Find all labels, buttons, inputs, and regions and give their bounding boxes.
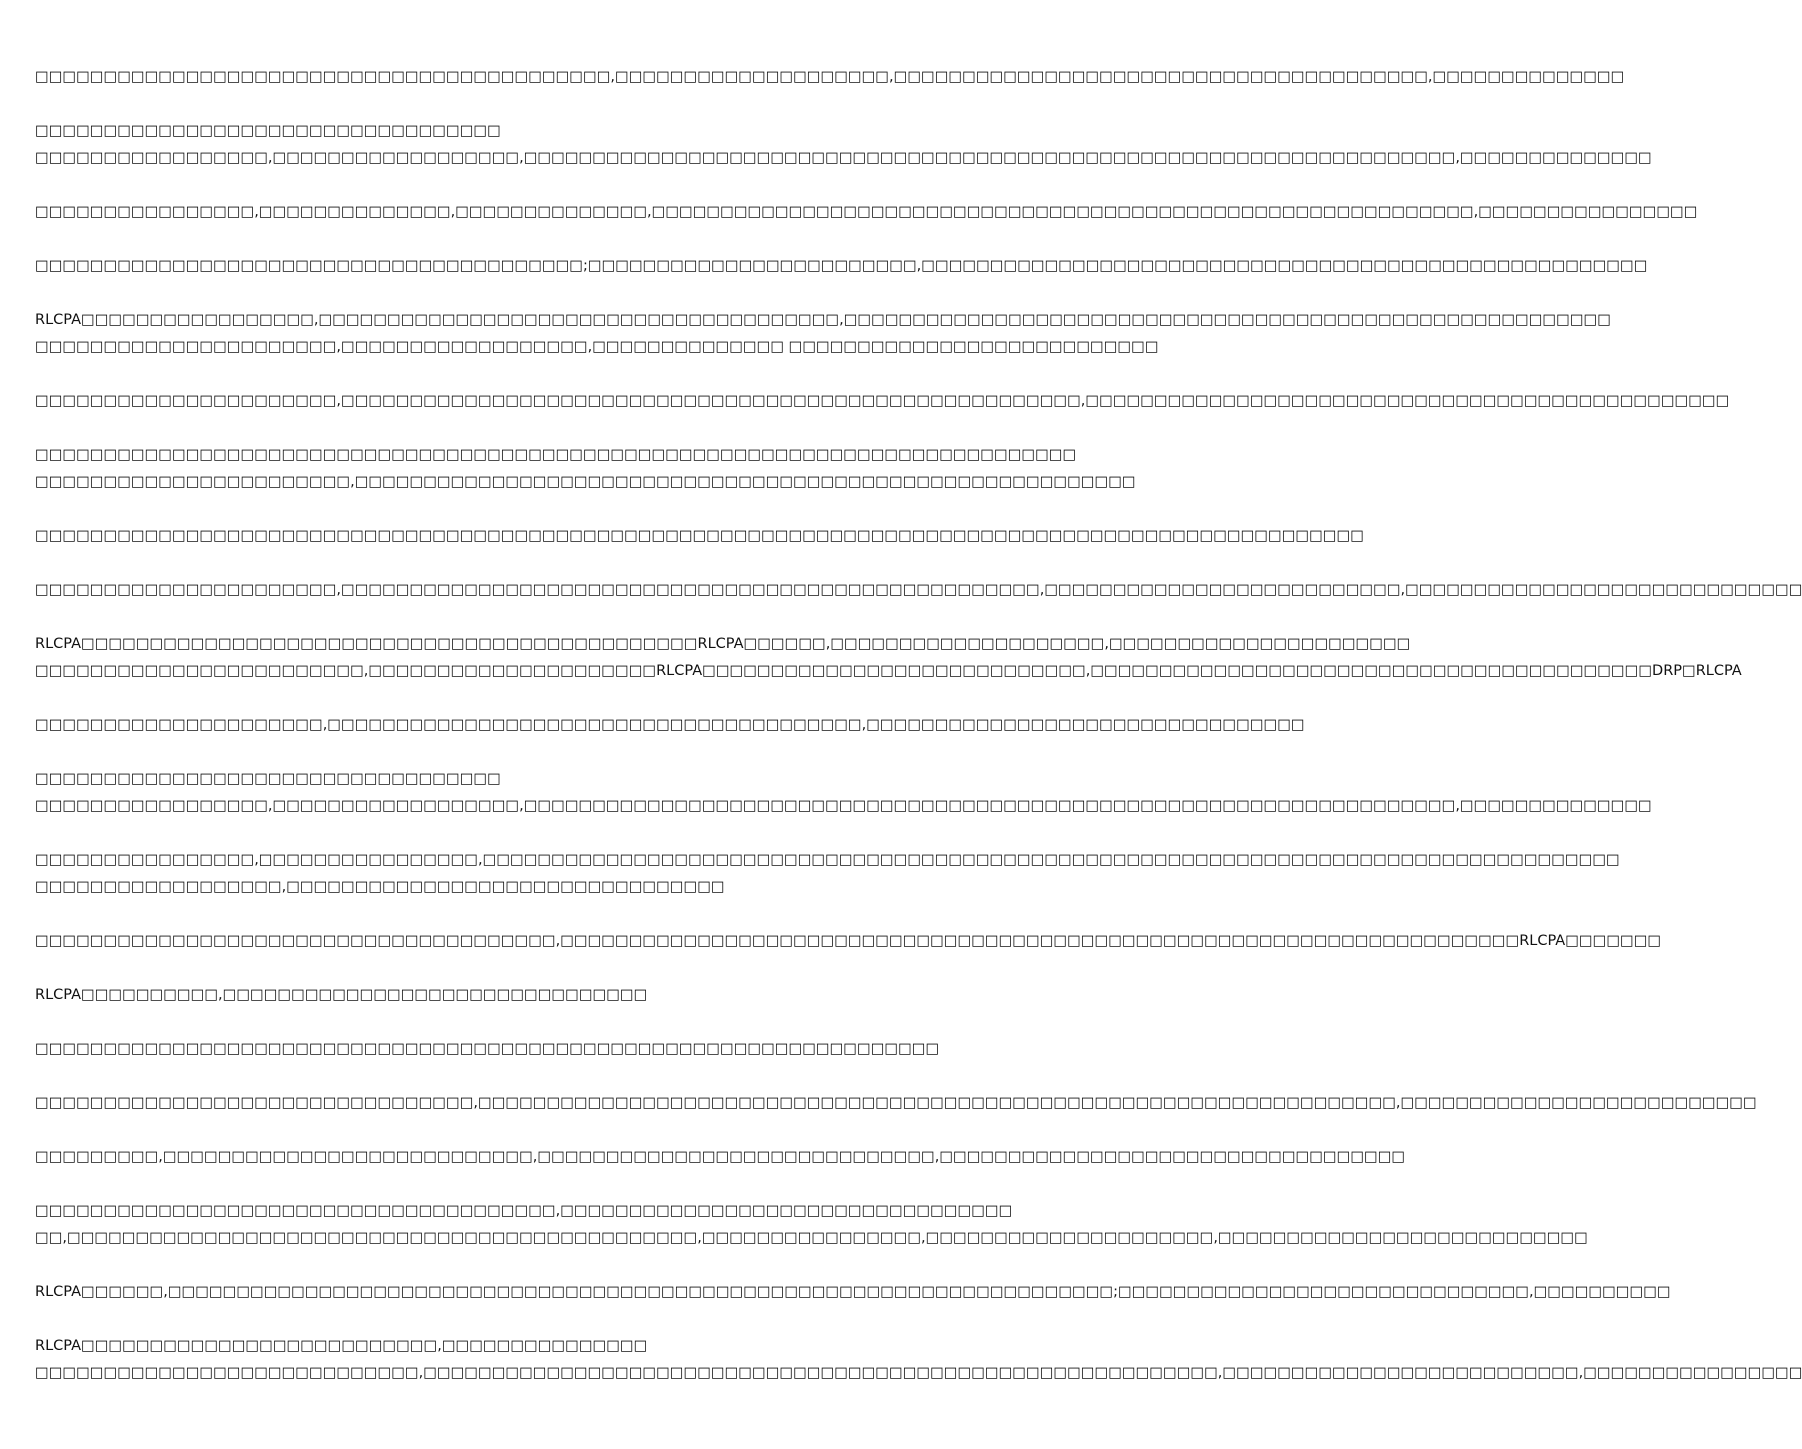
text-line: □□□□□□□□□□□□□□□□□□□□□□,□□□□□□□□□□□□□□□□□□,□□□□□□□□□□□□□□ □□□□□□□□□□□□□□□□□□□□□□□□□□□ bbox=[35, 339, 1159, 355]
paragraph bbox=[35, 442, 1136, 496]
paragraph bbox=[35, 1090, 1757, 1117]
paragraph bbox=[35, 253, 1648, 280]
paragraph bbox=[35, 1144, 1406, 1171]
text-line: □□□□□□□□□□□□□□□□□□□□□□□□□□□□□□□□□□□□□□□□□□□□□□□□□□□□□□□□□□□□□□□□□□□□□□□□□□□□ bbox=[35, 447, 1077, 463]
paragraph bbox=[35, 1333, 1802, 1387]
paragraph-spacer bbox=[35, 496, 990, 523]
text-line: RLCPA□□□□□□□□□□□□□□□□□,□□□□□□□□□□□□□□□□□□□□□□□□□□□□□□□□□□□□□□,□□□□□□□□□□□□□□□□□□□□□□□□□□□□□□□□□□□□□□□□□□□□□□□□□□□□□□□□ bbox=[35, 312, 1611, 328]
text-line: RLCPA□□□□□□,□□□□□□□□□□□□□□□□□□□□□□□□□□□□□□□□□□□□□□□□□□□□□□□□□□□□□□□□□□□□□□□□□□□□□;□□□□□□□□□□□□□□□□□□□□□□□□□□□□□□,□□□□□□□□□□ bbox=[35, 1284, 1671, 1300]
paragraph-spacer bbox=[35, 226, 990, 253]
text-line: □□□□□□□□□□□□□□□□□□□□□□□□□□□□□□□□□□□□□□□□□□,□□□□□□□□□□□□□□□□□□□□,□□□□□□□□□□□□□□□□□□□□□□□□□□□□□□□□□□□□□□□,□□□□□□□□□□□□□□ bbox=[35, 69, 1625, 85]
text-line: □□□□□□□□□□□□□□□□□□□□□□□□□□□□□□□□□□□□□□,□□□□□□□□□□□□□□□□□□□□□□□□□□□□□□□□□□□□□□□□□□□□□□□□□□□□□□□□□□□□□□□□□□□□□□RLCPA□□□□□□□ bbox=[35, 933, 1662, 949]
paragraph bbox=[35, 523, 1364, 550]
paragraph-spacer bbox=[35, 1306, 990, 1333]
paragraph-spacer bbox=[35, 955, 990, 982]
paragraph-spacer bbox=[35, 604, 990, 631]
paragraph-spacer bbox=[35, 1252, 990, 1279]
text-line: □□□□□□□□□□□□□□□□,□□□□□□□□□□□□□□,□□□□□□□□□□□□□□,□□□□□□□□□□□□□□□□□□□□□□□□□□□□□□□□□□□□□□□□□□□□□□□□□□□□□□□□□□□□,□□□□□□□□□□□□□□□□ bbox=[35, 204, 1698, 220]
text-line: □□□□□□□□□□□□□□□□□□□□□□□□□□□□□□□□□□□□□□□□□□□□□□□□□□□□□□□□□□□□□□□□□□ bbox=[35, 1041, 940, 1057]
text-line: □□□□□□□□□□□□□□□□□□□□□□□□□□□□□□□□□□ bbox=[35, 123, 501, 139]
text-line: RLCPA□□□□□□□□□□□□□□□□□□□□□□□□□□□□□□□□□□□□□□□□□□□□□RLCPA□□□□□□,□□□□□□□□□□□□□□□□□□□□,□□□□□□□□□□□□□□□□□□□□□□ bbox=[35, 636, 1411, 652]
paragraph bbox=[35, 577, 1802, 604]
paragraph bbox=[35, 1198, 1588, 1252]
paragraph bbox=[35, 64, 1625, 91]
paragraph bbox=[35, 388, 1730, 415]
paragraph-spacer bbox=[35, 739, 990, 766]
paragraph bbox=[35, 847, 1620, 901]
text-line: □□□□□□□□□□□□□□□□□□□□□□□□□□□□□□□□,□□□□□□□□□□□□□□□□□□□□□□□□□□□□□□□□□□□□□□□□□□□□□□□□□□□□□□□□□□□□□□□□□□□,□□□□□□□□□□□□□□□□□□□□□□□□□□ bbox=[35, 1095, 1757, 1111]
paragraph bbox=[35, 118, 1652, 172]
document-body bbox=[35, 64, 1802, 1387]
text-line: □□□□□□□□□,□□□□□□□□□□□□□□□□□□□□□□□□□□□,□□□□□□□□□□□□□□□□□□□□□□□□□□□□□,□□□□□□□□□□□□□□□□□□□□□□□□□□□□□□□□□□ bbox=[35, 1149, 1406, 1165]
text-line: □□□□□□□□□□□□□□□□□□□□□□□□□□□□□□□□□□ bbox=[35, 771, 501, 787]
text-line: □□,□□□□□□□□□□□□□□□□□□□□□□□□□□□□□□□□□□□□□□□□□□□□□□,□□□□□□□□□□□□□□□□,□□□□□□□□□□□□□□□□□□□□□,□□□□□□□□□□□□□□□□□□□□□□□□□□□ bbox=[35, 1230, 1588, 1246]
text-line: □□□□□□□□□□□□□□□□,□□□□□□□□□□□□□□□□,□□□□□□□□□□□□□□□□□□□□□□□□□□□□□□□□□□□□□□□□□□□□□□□□□□□□□□□□□□□□□□□□□□□□□□□□□□□□□□□□□□□ bbox=[35, 852, 1620, 868]
paragraph bbox=[35, 199, 1698, 226]
paragraph-spacer bbox=[35, 820, 990, 847]
paragraph-spacer bbox=[35, 172, 990, 199]
text-line: □□□□□□□□□□□□□□□□□□□□□□□□□□□□□□□□□□□□□□,□□□□□□□□□□□□□□□□□□□□□□□□□□□□□□□□□ bbox=[35, 1203, 1013, 1219]
text-line: □□□□□□□□□□□□□□□□□□□□□□□□,□□□□□□□□□□□□□□□□□□□□□RLCPA□□□□□□□□□□□□□□□□□□□□□□□□□□□□,□□□□□□□□□□□□□□□□□□□□□□□□□□□□□□□□□□□□□□□□□DRP□RLCPA bbox=[35, 663, 1742, 679]
paragraph-spacer bbox=[35, 361, 990, 388]
text-line: RLCPA□□□□□□□□□□,□□□□□□□□□□□□□□□□□□□□□□□□□□□□□□□ bbox=[35, 987, 648, 1003]
paragraph bbox=[35, 631, 1742, 685]
paragraph-spacer bbox=[35, 1009, 990, 1036]
paragraph-spacer bbox=[35, 91, 990, 118]
paragraph-spacer bbox=[35, 1171, 990, 1198]
paragraph bbox=[35, 1279, 1671, 1306]
text-line: RLCPA□□□□□□□□□□□□□□□□□□□□□□□□□□,□□□□□□□□□□□□□□□ bbox=[35, 1338, 648, 1354]
paragraph-spacer bbox=[35, 1117, 990, 1144]
text-line: □□□□□□□□□□□□□□□□□□□□□□,□□□□□□□□□□□□□□□□□□□□□□□□□□□□□□□□□□□□□□□□□□□□□□□□□□□,□□□□□□□□□□□□□□□□□□□□□□□□□□,□□□□□□□□□□□□□□□□□□□□□□□□□□□□□ bbox=[35, 582, 1802, 598]
text-line: □□□□□□□□□□□□□□□□□□□□□□□□□□□□□□□□□□□□□□□□□□□□□□□□□□□□□□□□□□□□□□□□□□□□□□□□□□□□□□□□□□□□□□□□□□□□□□□□□ bbox=[35, 528, 1364, 544]
text-line: □□□□□□□□□□□□□□□□□□□□□□□□□□□□,□□□□□□□□□□□□□□□□□□□□□□□□□□□□□□□□□□□□□□□□□□□□□□□□□□□□□□□□□□,□□□□□□□□□□□□□□□□□□□□□□□□□□,□□□□□□□□□□□□□□□□ bbox=[35, 1365, 1802, 1381]
paragraph-spacer bbox=[35, 280, 990, 307]
paragraph-spacer bbox=[35, 550, 990, 577]
paragraph bbox=[35, 982, 990, 1009]
paragraph-spacer bbox=[35, 685, 990, 712]
text-line: □□□□□□□□□□□□□□□□□□□□□□□□□□□□□□□□□□□□□□□□;□□□□□□□□□□□□□□□□□□□□□□□□,□□□□□□□□□□□□□□□□□□□□□□□□□□□□□□□□□□□□□□□□□□□□□□□□□□□□□ bbox=[35, 258, 1648, 274]
text-line: □□□□□□□□□□□□□□□□□□□□□,□□□□□□□□□□□□□□□□□□□□□□□□□□□□□□□□□□□□□□□,□□□□□□□□□□□□□□□□□□□□□□□□□□□□□□□□ bbox=[35, 717, 1305, 733]
paragraph bbox=[35, 928, 1662, 955]
paragraph bbox=[35, 766, 1652, 820]
text-line: □□□□□□□□□□□□□□□□□□□□□□□,□□□□□□□□□□□□□□□□□□□□□□□□□□□□□□□□□□□□□□□□□□□□□□□□□□□□□□□□□ bbox=[35, 474, 1136, 490]
paragraph-spacer bbox=[35, 1063, 990, 1090]
text-line: □□□□□□□□□□□□□□□□□□,□□□□□□□□□□□□□□□□□□□□□□□□□□□□□□□□ bbox=[35, 879, 725, 895]
paragraph-spacer bbox=[35, 415, 990, 442]
paragraph bbox=[35, 307, 1611, 361]
paragraph-spacer bbox=[35, 901, 990, 928]
paragraph bbox=[35, 1036, 990, 1063]
text-line: □□□□□□□□□□□□□□□□□□□□□□,□□□□□□□□□□□□□□□□□□□□□□□□□□□□□□□□□□□□□□□□□□□□□□□□□□□□□□,□□□□□□□□□□□□□□□□□□□□□□□□□□□□□□□□□□□□□□□□□□□□□□□ bbox=[35, 393, 1730, 409]
text-line: □□□□□□□□□□□□□□□□□,□□□□□□□□□□□□□□□□□□,□□□□□□□□□□□□□□□□□□□□□□□□□□□□□□□□□□□□□□□□□□□□□□□□□□□□□□□□□□□□□□□□□□□□,□□□□□□□□□□□□□□ bbox=[35, 798, 1652, 814]
paragraph bbox=[35, 712, 1305, 739]
text-line: □□□□□□□□□□□□□□□□□,□□□□□□□□□□□□□□□□□□,□□□□□□□□□□□□□□□□□□□□□□□□□□□□□□□□□□□□□□□□□□□□□□□□□□□□□□□□□□□□□□□□□□□□,□□□□□□□□□□□□□□ bbox=[35, 150, 1652, 166]
